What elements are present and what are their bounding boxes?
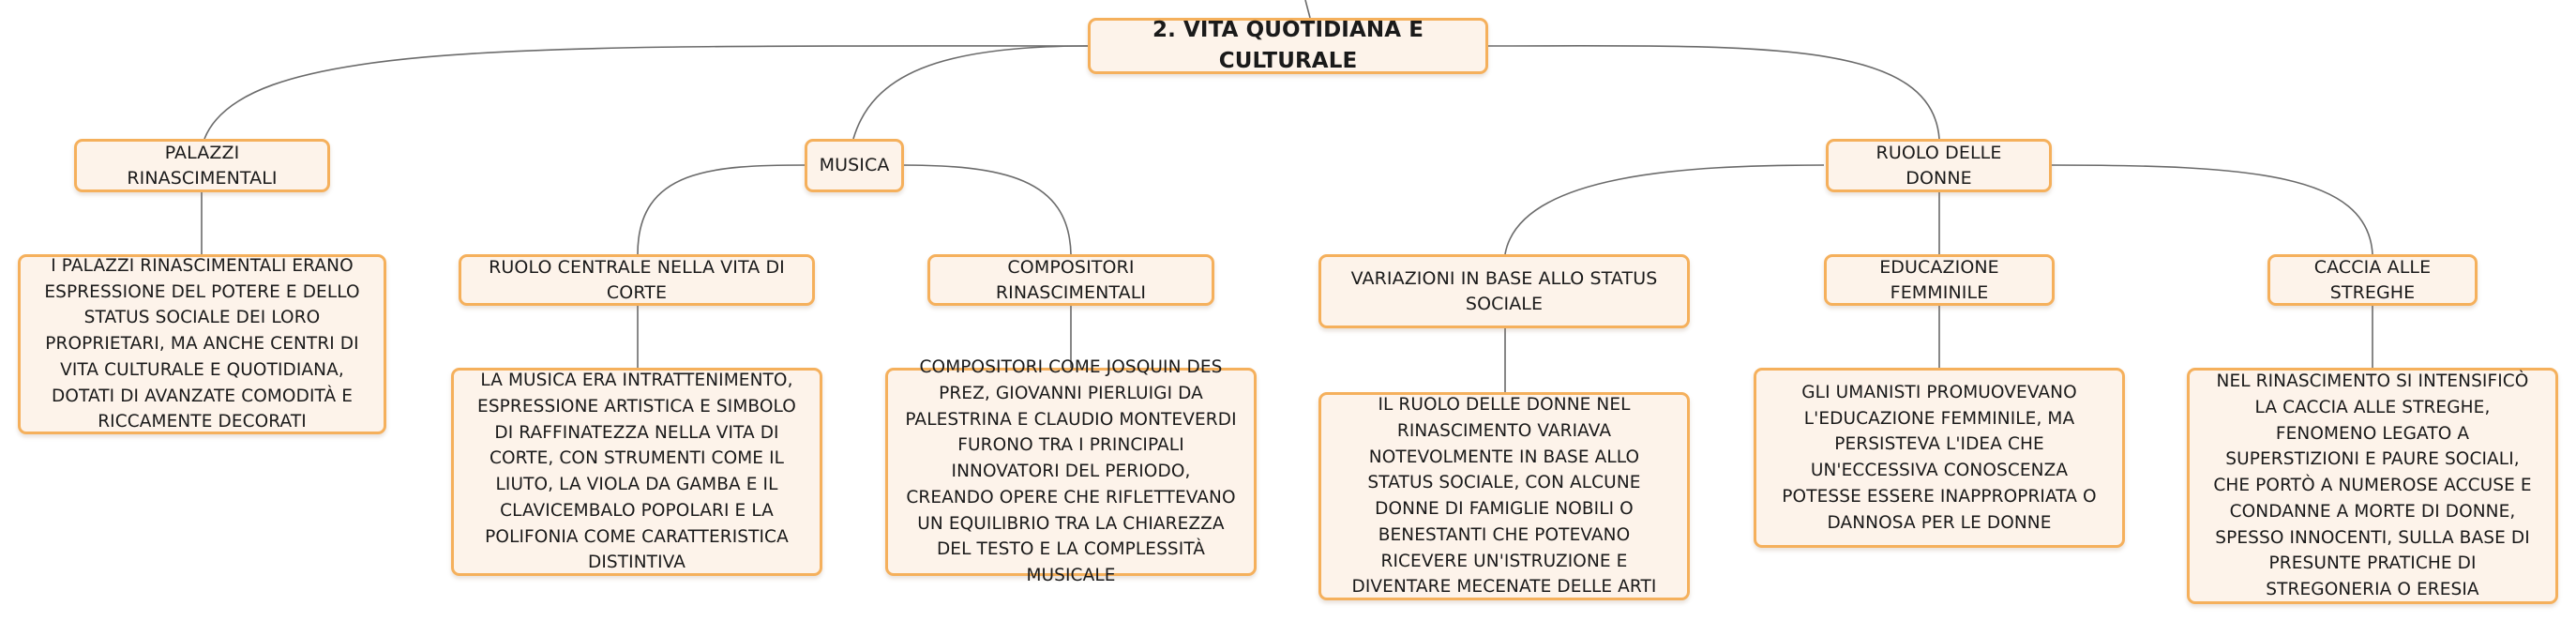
connector-musica-corte <box>638 165 806 254</box>
node-corte-description[interactable] <box>451 368 822 576</box>
node-educazione-description[interactable] <box>1754 368 2125 548</box>
node-compositori-description[interactable] <box>885 357 1257 586</box>
connector-musica-compositori <box>900 165 1071 254</box>
musica-title: MUSICA <box>819 155 890 176</box>
node-caccia-alle-streghe[interactable] <box>2267 254 2478 306</box>
connector-root-donne <box>1488 46 1939 139</box>
node-ruolo-centrale-corte[interactable] <box>459 254 815 306</box>
connector-root-palazzi <box>204 46 1088 139</box>
variazioni-description: IL RUOLO DELLE DONNE NEL RINASCIMENTO VARIAVA NOTEVOLMENTE IN BASE ALLO STATUS SOCIALE, CON ALCUNE DONNE DI FAMIGLIE NOBILI O BENESTANTI CHE POTEVANO RICEVERE UN'ISTRUZIONE E DIVENTARE MECENATE DELLE ARTI <box>1351 395 1657 598</box>
connector-donne-streghe <box>2051 165 2373 254</box>
root-label: 2. VITA QUOTIDIANA E CULTURALE <box>1152 18 1424 73</box>
compositori-description: COMPOSITORI COME JOSQUIN DES PREZ, GIOVANNI PIERLUIGI DA PALESTRINA E CLAUDIO MONTEVERDI FURONO TRA I PRINCIPALI INNOVATORI DEL PERIODO, CREANDO OPERE CHE RIFLETTEVANO UN EQUILIBRIO TRA LA CHIAREZZA DEL TESTO E LA COMPLESSITÀ MUSICALE <box>905 357 1237 586</box>
corte-title: RUOLO CENTRALE NELLA VITA DI CORTE <box>489 256 785 303</box>
node-variazioni-status-sociale[interactable] <box>1318 254 1690 328</box>
corte-description: LA MUSICA ERA INTRATTENIMENTO, ESPRESSIONE ARTISTICA E SIMBOLO DI RAFFINATEZZA NELLA VITA DI CORTE, CON STRUMENTI COME IL LIUTO, LA VIOLA DA GAMBA E IL CLAVICEMBALO POPOLARI E LA POLIFONIA COME CARATTERISTICA DISTINTIVA <box>477 371 796 573</box>
node-musica[interactable] <box>805 139 904 192</box>
node-palazzi-rinascimentali[interactable] <box>74 139 330 192</box>
node-palazzi-description[interactable] <box>18 254 386 434</box>
palazzi-description: I PALAZZI RINASCIMENTALI ERANO ESPRESSIONE DEL POTERE E DELLO STATUS SOCIALE DEI LORO PROPRIETARI, MA ANCHE CENTRI DI VITA CULTURALE E QUOTIDIANA, DOTATI DI AVANZATE COMODITÀ E RICCAMENTE DECORATI <box>44 255 360 432</box>
node-variazioni-description[interactable] <box>1318 392 1690 600</box>
connector-donne-variazioni <box>1505 165 1824 254</box>
node-streghe-description[interactable] <box>2187 368 2558 604</box>
palazzi-title: PALAZZI RINASCIMENTALI <box>127 142 278 189</box>
donne-title: RUOLO DELLE DONNE <box>1876 142 2002 189</box>
educazione-title: EDUCAZIONE FEMMINILE <box>1879 256 1999 303</box>
node-compositori-rinascimentali[interactable] <box>927 254 1214 306</box>
streghe-description: NEL RINASCIMENTO SI INTENSIFICÒ LA CACCIA ALLE STREGHE, FENOMENO LEGATO A SUPERSTIZIONI E PAURE SOCIALI, CHE PORTÒ A NUMEROSE ACCUSE E CONDANNE A MORTE DI DONNE, SPESSO INNOCENTI, SULLA BASE DI PRESUNTE PRATICHE DI STREGONERIA O ERESIA <box>2213 371 2532 600</box>
streghe-title: CACCIA ALLE STREGHE <box>2313 256 2432 303</box>
connector-root-musica <box>853 46 1088 139</box>
compositori-title: COMPOSITORI RINASCIMENTALI <box>995 256 1147 303</box>
variazioni-title: VARIAZIONI IN BASE ALLO STATUS SOCIALE <box>1350 267 1658 314</box>
root-node[interactable] <box>1088 18 1488 74</box>
educazione-description: GLI UMANISTI PROMUOVEVANO L'EDUCAZIONE FEMMINILE, MA PERSISTEVA L'IDEA CHE UN'ECCESSIVA CONOSCENZA POTESSE ESSERE INAPPROPRIATA O DANNOSA PER LE DONNE <box>1782 382 2097 533</box>
node-educazione-femminile[interactable] <box>1824 254 2055 306</box>
node-ruolo-delle-donne[interactable] <box>1826 139 2052 192</box>
